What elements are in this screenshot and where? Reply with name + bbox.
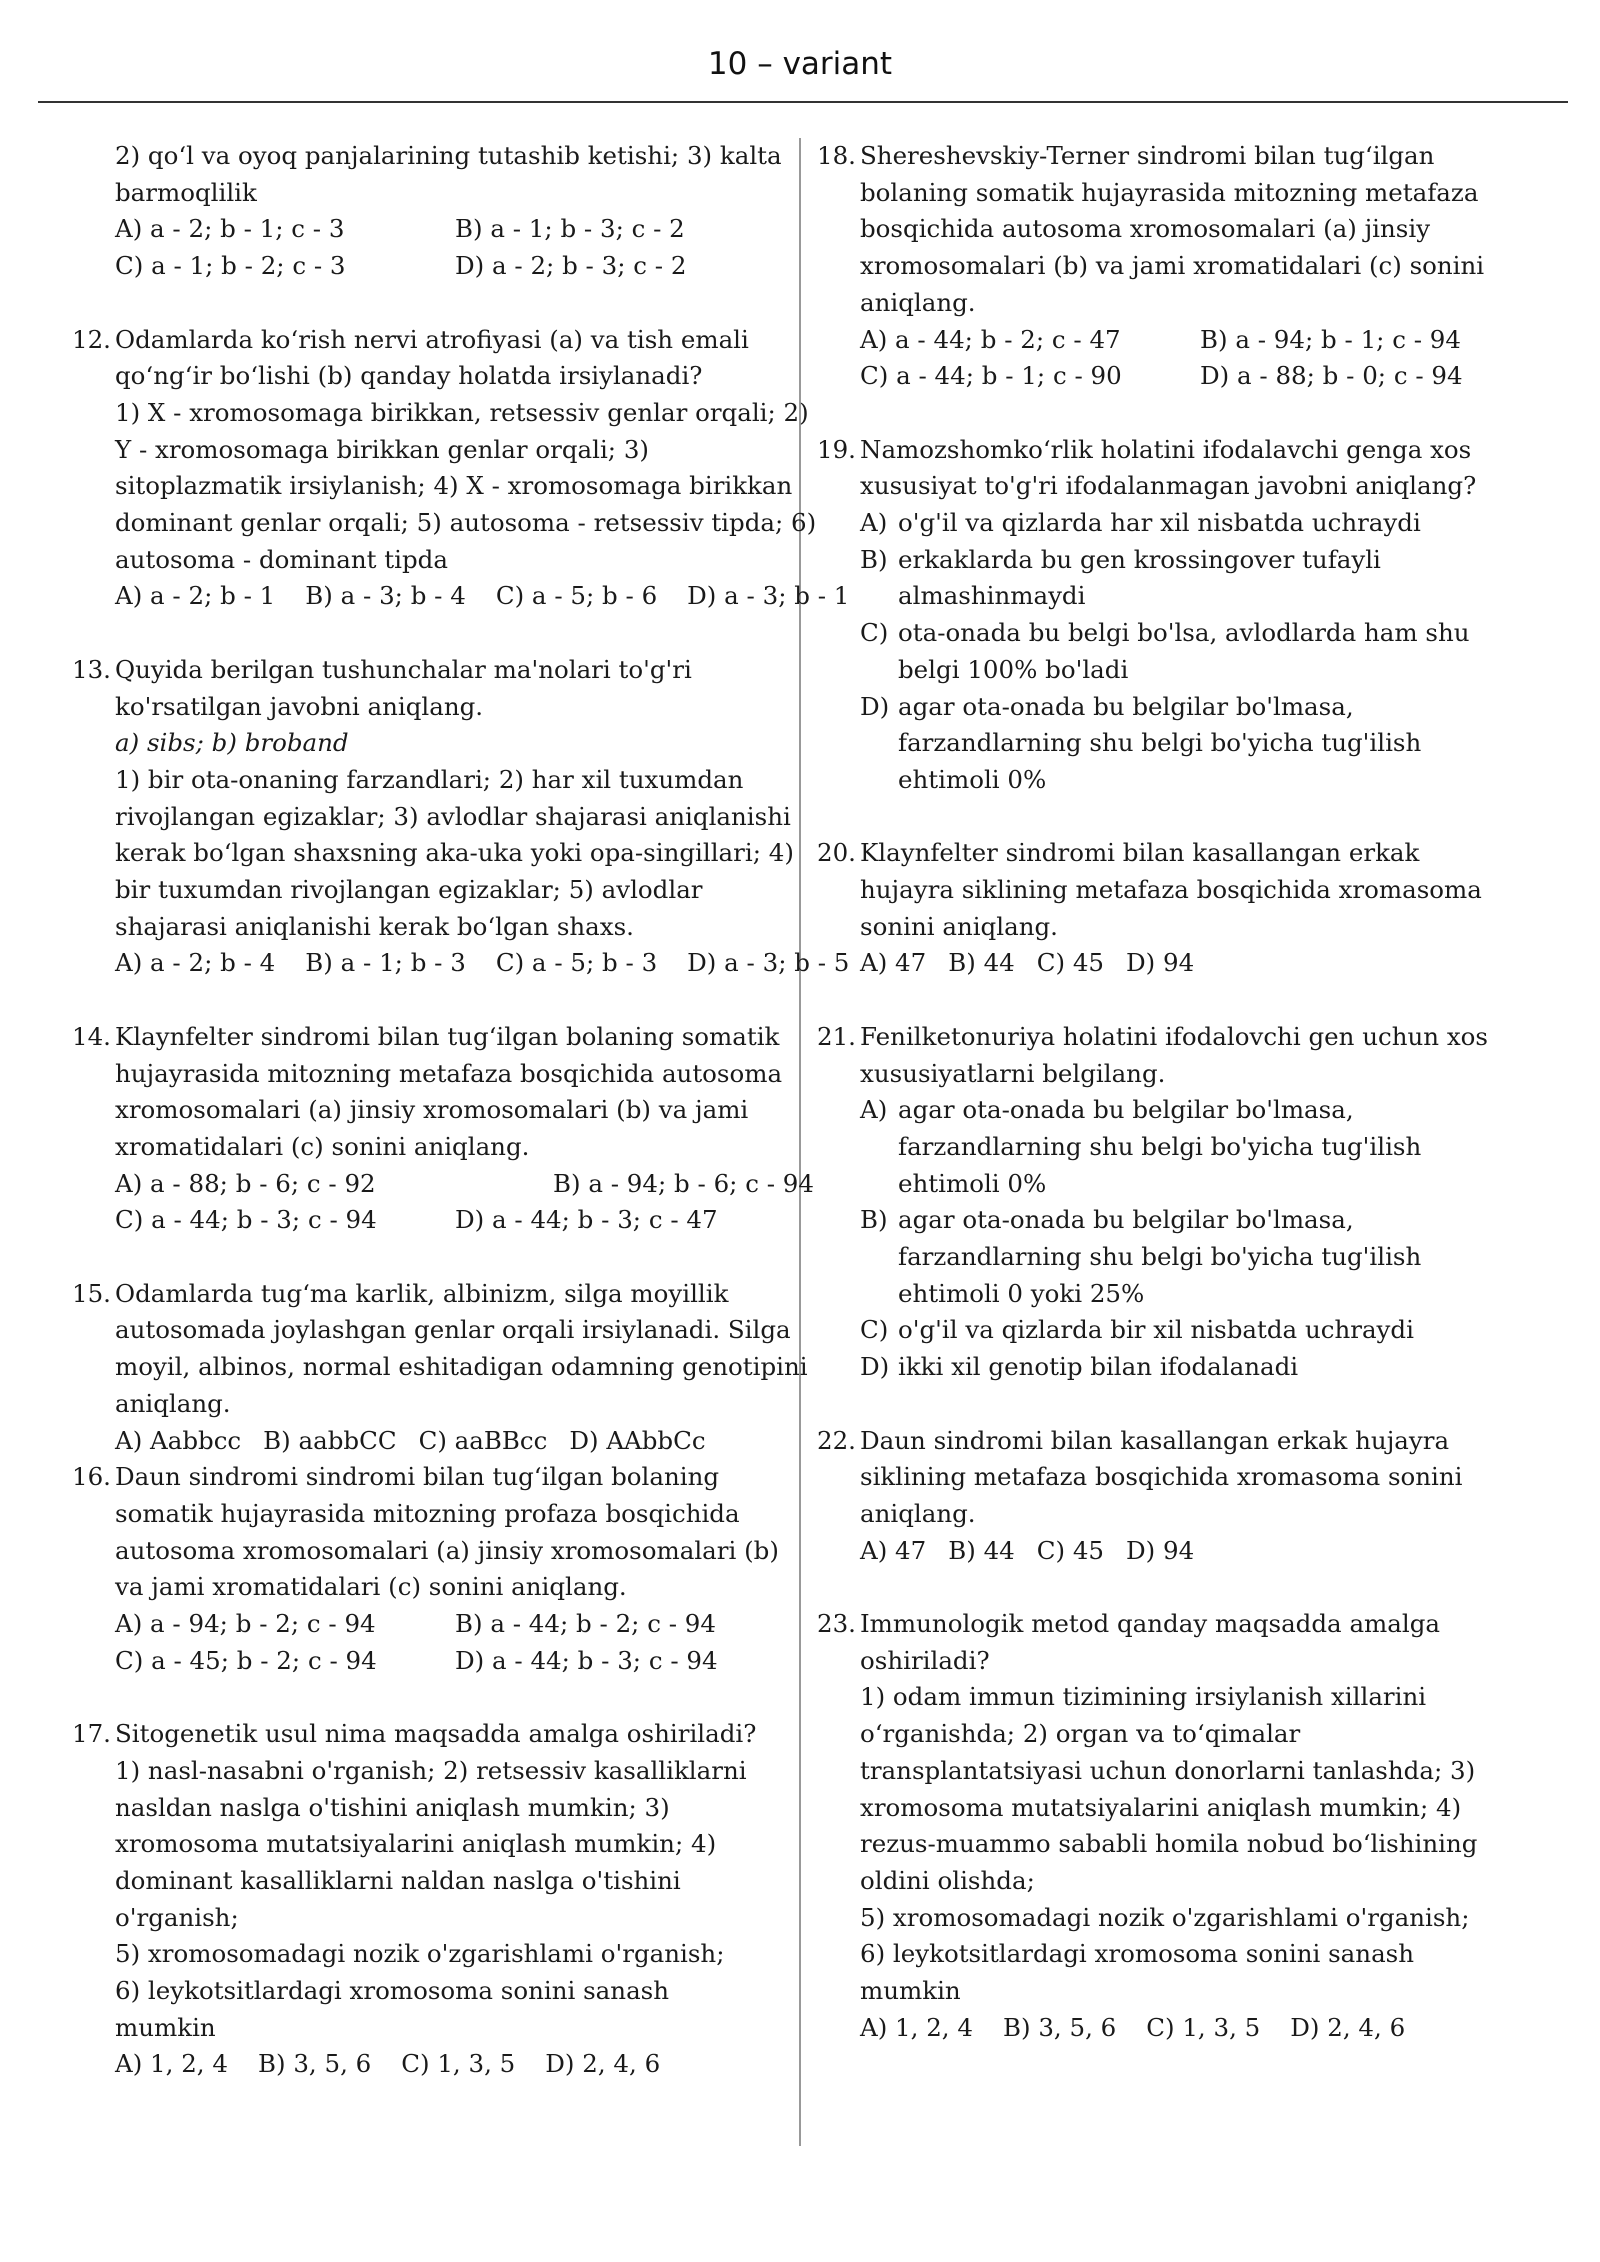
option-text-line: agar ota-onada bu belgilar bo'lmasa, [898, 1205, 1354, 1235]
option-text-line: farzandlarning shu belgi bo'yicha tug'ilish [898, 728, 1422, 758]
option-text-line: belgi 100% bo'ladi [898, 654, 1129, 684]
option-text-line: almashinmaydi [898, 581, 1086, 611]
question-text-line: aniqlang. [115, 1388, 231, 1418]
question-19 [815, 432, 1515, 799]
question-text-line: mumkin [860, 1976, 961, 2006]
answer-option-b[interactable]: B) a - 1; b - 3 [305, 948, 466, 978]
question-text-line: rivojlangan egizaklar; 3) avlodlar shajarasi aniqlanishi [115, 801, 791, 831]
question-text-line: xromosoma mutatsiyalarini aniqlash mumkin; 4) [860, 1792, 1462, 1822]
question-text-line: oldini olishda; [860, 1865, 1035, 1895]
question-14 [70, 1019, 814, 1239]
answer-options [115, 578, 850, 615]
question-text-line: hujayra siklining metafaza bosqichida xromasoma [860, 875, 1482, 905]
option-letter: C) [860, 618, 889, 648]
question-text-line: qo‘ng‘ir bo‘lishi (b) qanday holatda irsiylanadi? [115, 361, 703, 391]
answer-option-a[interactable] [860, 1092, 1515, 1202]
answer-option-c[interactable]: C) 45 [1036, 948, 1105, 978]
question-number: 19. [817, 434, 856, 464]
question-text-line: siklining metafaza bosqichida xromasoma sonini [860, 1462, 1463, 1492]
right-column [815, 138, 1515, 2046]
question-text-line: kerak bo‘lgan shaxsning aka-uka yoki opa-singillari; 4) [115, 838, 794, 868]
question-number: 13. [72, 654, 111, 684]
option-letter: D) [860, 1352, 890, 1382]
answer-option-d[interactable]: D) a - 44; b - 3; c - 47 [455, 1205, 718, 1235]
question-17 [70, 1716, 792, 2083]
answer-option-c[interactable]: C) 1, 3, 5 [401, 2049, 516, 2079]
answer-option-d[interactable]: D) a - 2; b - 3; c - 2 [455, 251, 687, 281]
question-text-line: o‘rganishda; 2) organ va to‘qimalar [860, 1719, 1301, 1749]
answer-option-a[interactable]: A) a - 2; b - 1; c - 3 [115, 214, 345, 244]
question-18 [815, 138, 1515, 395]
question-text-line: bolaning somatik hujayrasida mitozning metafaza [860, 177, 1479, 207]
header-rule [38, 101, 1568, 103]
question-text-line: sonini aniqlang. [860, 911, 1058, 941]
option-text-line: ehtimoli 0 yoki 25% [898, 1278, 1145, 1308]
answer-options [115, 1643, 792, 1680]
question-text-line: aniqlang. [860, 1498, 976, 1528]
answer-options [115, 1202, 792, 1239]
option-letter: B) [860, 1205, 888, 1235]
question-text-line: nasldan naslga o'tishini aniqlash mumkin; 3) [115, 1792, 670, 1822]
answer-option-c[interactable]: C) a - 5; b - 3 [495, 948, 658, 978]
question-22 [815, 1423, 1515, 1570]
answer-option-a[interactable]: A) a - 88; b - 6; c - 92 [115, 1168, 376, 1198]
answer-option-a[interactable]: A) a - 2; b - 1 [115, 581, 276, 611]
question-number: 12. [72, 324, 111, 354]
question-text-line: somatik hujayrasida mitozning profaza bosqichida [115, 1498, 740, 1528]
question-text-line: Daun sindromi sindromi bilan tug‘ilgan bolaning [115, 1462, 720, 1492]
question-text-line: 1) nasl-nasabni o'rganish; 2) retsessiv kasalliklarni [115, 1755, 747, 1785]
answer-option-a[interactable] [860, 505, 1515, 542]
answer-option-d[interactable]: D) a - 3; b - 1 [687, 581, 850, 611]
question-text-line: xususiyatlarni belgilang. [860, 1058, 1166, 1088]
answer-option-b[interactable] [860, 1202, 1515, 1312]
answer-option-d[interactable]: D) AAbbCc [569, 1425, 706, 1455]
answer-option-a[interactable]: A) Aabbcc [115, 1425, 242, 1455]
answer-option-b[interactable]: B) 44 [948, 1535, 1015, 1565]
answer-option-c[interactable]: C) a - 1; b - 2; c - 3 [115, 251, 346, 281]
question-text-line: rezus-muammo sababli homila nobud bo‘lishining [860, 1829, 1478, 1859]
answer-options [115, 248, 792, 285]
question-number: 20. [817, 838, 856, 868]
question-text-line: xromatidalari (c) sonini aniqlang. [115, 1131, 530, 1161]
option-text-line: ehtimoli 0% [898, 1168, 1047, 1198]
question-text-line: transplantatsiyasi uchun donorlarni tanlashda; 3) [860, 1755, 1476, 1785]
question-text-line: ko'rsatilgan javobni aniqlang. [115, 691, 484, 721]
answer-options [115, 1166, 814, 1203]
question-text-line: 1) bir ota-onaning farzandlari; 2) har xil tuxumdan [115, 764, 744, 794]
answer-option-c[interactable] [860, 615, 1515, 688]
question-number: 16. [72, 1462, 111, 1492]
question-16 [70, 1459, 792, 1679]
answer-option-b[interactable]: B) a - 1; b - 3; c - 2 [455, 214, 685, 244]
answer-options [860, 945, 1515, 982]
question-text-line: Shereshevskiy-Terner sindromi bilan tug‘ilgan [860, 141, 1435, 170]
question-text-line: Y - xromosomaga birikkan genlar orqali; 3) [115, 434, 649, 464]
option-letter: D) [860, 691, 890, 721]
question-number: 22. [817, 1425, 856, 1455]
question-text-line: Immunologik metod qanday maqsadda amalga [860, 1609, 1441, 1639]
question-text-line: 1) odam immun tizimining irsiylanish xillarini [860, 1682, 1427, 1712]
question-text-line: dominant kasalliklarni naldan naslga o'tishini [115, 1865, 681, 1895]
question-number: 21. [817, 1021, 856, 1051]
answer-option-c[interactable]: C) 45 [1036, 1535, 1105, 1565]
option-text-line: erkaklarda bu gen krossingover tufayli [898, 544, 1381, 574]
answer-option-d[interactable]: D) 2, 4, 6 [545, 2049, 661, 2079]
question-15 [70, 1276, 808, 1460]
question-text-line: barmoqlilik [115, 177, 257, 207]
question-number: 14. [72, 1021, 111, 1051]
answer-options [860, 358, 1515, 395]
question-text-line: 5) xromosomadagi nozik o'zgarishlami o'rganish; [860, 1902, 1470, 1932]
answer-option-a[interactable]: A) 47 [860, 948, 927, 978]
answer-option-c[interactable]: C) a - 44; b - 1; c - 90 [860, 361, 1122, 391]
answer-option-b[interactable]: B) a - 3; b - 4 [305, 581, 466, 611]
answer-option-d[interactable]: D) 94 [1126, 1535, 1195, 1565]
answer-option-d[interactable] [860, 689, 1515, 799]
question-text-line: Klaynfelter sindromi bilan tug‘ilgan bolaning somatik [115, 1021, 780, 1051]
answer-option-a[interactable]: A) 1, 2, 4 [115, 2049, 228, 2079]
answer-option-c[interactable]: C) a - 5; b - 6 [495, 581, 658, 611]
answer-options [860, 1533, 1515, 1570]
column-divider [799, 138, 801, 2146]
page-title: 10 – variant [707, 46, 893, 82]
option-text-line: ikki xil genotip bilan ifodalanadi [898, 1352, 1299, 1382]
answer-option-d[interactable]: D) a - 3; b - 5 [687, 948, 850, 978]
answer-option-b[interactable]: B) aabbCC [263, 1425, 397, 1455]
question-text-line: Fenilketonuriya holatini ifodalovchi gen uchun xos [860, 1021, 1488, 1051]
question-23 [815, 1606, 1515, 2046]
question-text-line: xromosomalari (b) va jami xromatidalari (c) sonini [860, 251, 1485, 281]
question-text-line: Odamlarda ko‘rish nervi atrofiyasi (a) va tish emali [115, 324, 749, 354]
question-text-line: Quyida berilgan tushunchalar ma'nolari to'g'ri [115, 654, 692, 684]
answer-options [115, 1606, 792, 1643]
answer-option-c[interactable] [860, 1312, 1515, 1349]
question-text-line: bosqichida autosoma xromosomalari (a) jinsiy [860, 214, 1431, 244]
question-text-line: 5) xromosomadagi nozik o'zgarishlami o'rganish; [115, 1939, 725, 1969]
option-text-line: o'g'il va qizlarda bir xil nisbatda uchraydi [898, 1315, 1414, 1345]
question-text-line: 6) leykotsitlardagi xromosoma sonini sanash [115, 1976, 670, 2006]
option-text-line: farzandlarning shu belgi bo'yicha tug'ilish [898, 1131, 1422, 1161]
question-20 [815, 835, 1515, 982]
question-text-line: mumkin [115, 2012, 216, 2042]
question-text-line: Sitogenetik usul nima maqsadda amalga oshiriladi? [115, 1719, 757, 1749]
answer-options [115, 2046, 792, 2083]
answer-option-b[interactable]: B) a - 94; b - 1; c - 94 [1200, 324, 1461, 354]
answer-options [115, 1423, 792, 1460]
question-text-line: hujayrasida mitozning metafaza bosqichida autosoma [115, 1058, 783, 1088]
option-text-line: agar ota-onada bu belgilar bo'lmasa, [898, 1095, 1354, 1125]
answer-option-b[interactable]: B) 3, 5, 6 [257, 2049, 372, 2079]
question-text-line: oshiriladi? [860, 1645, 990, 1675]
option-letter: A) [860, 1095, 888, 1125]
question-number: 23. [817, 1609, 856, 1639]
option-letter: A) [860, 508, 888, 538]
question-text-line: shajarasi aniqlanishi kerak bo‘lgan shaxs. [115, 911, 634, 941]
answer-option-c[interactable]: C) 1, 3, 5 [1146, 2012, 1261, 2042]
question-text-line: 1) X - xromosomaga birikkan, retsessiv genlar orqali; 2) [115, 397, 809, 427]
answer-option-d[interactable]: D) 2, 4, 6 [1290, 2012, 1406, 2042]
answer-option-c[interactable]: C) aaBBcc [418, 1425, 548, 1455]
answer-options [115, 211, 792, 248]
question-terms: a) sibs; b) broband [115, 728, 349, 758]
answer-option-d[interactable]: D) a - 88; b - 0; c - 94 [1200, 361, 1463, 391]
question-text-line: 2) qo‘l va oyoq panjalarining tutashib ketishi; 3) kalta [115, 141, 782, 170]
answer-option-b[interactable]: B) a - 44; b - 2; c - 94 [455, 1609, 716, 1639]
question-number: 18. [817, 141, 856, 170]
question-text-line: Odamlarda tug‘ma karlik, albinizm, silga moyillik [115, 1278, 729, 1308]
question-text-line: autosomada joylashgan genlar orqali irsiylanadi. Silga [115, 1315, 791, 1345]
question-11-continued [70, 138, 792, 285]
question-text-line: autosoma xromosomalari (a) jinsiy xromosomalari (b) [115, 1535, 779, 1565]
answer-option-b[interactable]: B) 44 [948, 948, 1015, 978]
option-letter: C) [860, 1315, 889, 1345]
question-text-line: bir tuxumdan rivojlangan egizaklar; 5) avlodlar [115, 875, 703, 905]
question-number: 15. [72, 1278, 111, 1308]
question-text-line: xromosomalari (a) jinsiy xromosomalari (b) va jami [115, 1095, 749, 1125]
option-text-line: ota-onada bu belgi bo'lsa, avlodlarda ham shu [898, 618, 1470, 648]
answer-option-a[interactable]: A) a - 44; b - 2; c - 47 [860, 324, 1121, 354]
question-text-line: Namozshomko‘rlik holatini ifodalavchi genga xos [860, 434, 1472, 464]
option-text-line: ehtimoli 0% [898, 764, 1047, 794]
answer-option-d[interactable]: D) a - 44; b - 3; c - 94 [455, 1645, 718, 1675]
option-text-line: o'g'il va qizlarda har xil nisbatda uchraydi [898, 508, 1421, 538]
answer-option-c[interactable]: C) a - 45; b - 2; c - 94 [115, 1645, 377, 1675]
answer-option-b[interactable] [860, 542, 1515, 615]
answer-options [860, 2010, 1515, 2047]
answer-option-d[interactable]: D) 94 [1126, 948, 1195, 978]
answer-options [115, 945, 850, 982]
answer-option-a[interactable]: A) a - 2; b - 4 [115, 948, 276, 978]
answer-options [860, 322, 1515, 359]
question-number: 17. [72, 1719, 111, 1749]
answer-option-a[interactable]: A) 47 [860, 1535, 927, 1565]
question-text-line: o'rganish; [115, 1902, 239, 1932]
question-text-line: va jami xromatidalari (c) sonini aniqlang. [115, 1572, 627, 1602]
question-text-line: Daun sindromi bilan kasallangan erkak hujayra [860, 1425, 1450, 1455]
question-text-line: Klaynfelter sindromi bilan kasallangan erkak [860, 838, 1420, 868]
option-text-line: farzandlarning shu belgi bo'yicha tug'ilish [898, 1242, 1422, 1272]
question-text-line: autosoma - dominant tipda [115, 544, 448, 574]
question-text-line: xromosoma mutatsiyalarini aniqlash mumkin; 4) [115, 1829, 717, 1859]
question-text-line: 6) leykotsitlardagi xromosoma sonini sanash [860, 1939, 1415, 1969]
option-letter: B) [860, 544, 888, 574]
answer-option-a[interactable]: A) a - 94; b - 2; c - 94 [115, 1609, 376, 1639]
answer-option-b[interactable]: B) a - 94; b - 6; c - 94 [553, 1168, 814, 1198]
answer-option-c[interactable]: C) a - 44; b - 3; c - 94 [115, 1205, 377, 1235]
answer-option-d[interactable] [860, 1349, 1515, 1386]
question-text-line: xususiyat to'g'ri ifodalanmagan javobni aniqlang? [860, 471, 1477, 501]
option-text-line: agar ota-onada bu belgilar bo'lmasa, [898, 691, 1354, 721]
answer-option-b[interactable]: B) 3, 5, 6 [1002, 2012, 1117, 2042]
answer-option-a[interactable]: A) 1, 2, 4 [860, 2012, 973, 2042]
question-21 [815, 1019, 1515, 1386]
question-text-line: dominant genlar orqali; 5) autosoma - retsessiv tipda; 6) [115, 508, 817, 538]
question-text-line: sitoplazmatik irsiylanish; 4) X - xromosomaga birikkan [115, 471, 793, 501]
question-text-line: moyil, albinos, normal eshitadigan odamning genotipini [115, 1352, 808, 1382]
question-text-line: aniqlang. [860, 287, 976, 317]
